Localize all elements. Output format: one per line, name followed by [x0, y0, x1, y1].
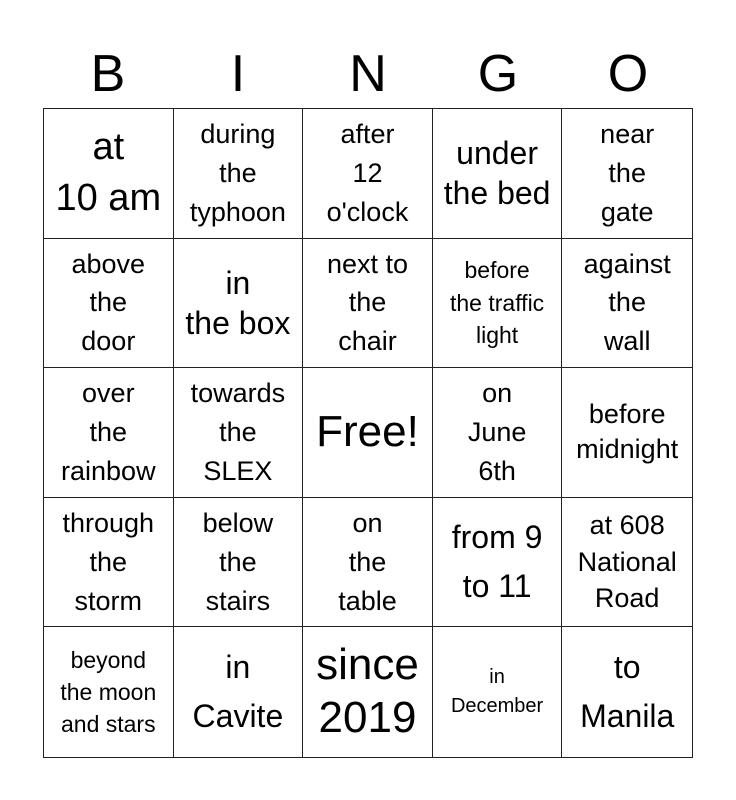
cell-text: on the table [338, 507, 397, 616]
bingo-header [43, 40, 693, 108]
bingo-cell[interactable] [562, 109, 692, 239]
cell-text: next to the chair [326, 248, 409, 357]
bingo-cell[interactable] [174, 368, 304, 498]
cell-text: after 12 o'clock [326, 118, 409, 227]
cell-text: through the storm [62, 507, 155, 616]
bingo-cell[interactable] [303, 627, 433, 757]
cell-text: against the wall [583, 248, 671, 357]
bingo-cell[interactable] [174, 109, 304, 239]
cell-text: towards the SLEX [190, 378, 286, 486]
cell-text: in December [450, 666, 544, 718]
bingo-card-grid [43, 108, 693, 758]
cell-text: near the gate [600, 118, 655, 227]
cell-text: from 9 to 11 [451, 519, 543, 605]
bingo-cell[interactable] [433, 627, 563, 757]
cell-text: below the stairs [202, 507, 274, 616]
bingo-cell[interactable] [44, 109, 174, 239]
bingo-cell[interactable] [44, 239, 174, 369]
cell-text: before the traffic light [450, 256, 545, 349]
cell-text: to Manila [580, 649, 675, 735]
bingo-cell[interactable] [44, 627, 174, 757]
bingo-cell[interactable] [44, 498, 174, 628]
bingo-cell[interactable] [174, 627, 304, 757]
bingo-cell[interactable] [433, 239, 563, 369]
cell-text: in Cavite [192, 649, 284, 735]
header-letter-g: G [477, 45, 519, 103]
header-letter-i: I [230, 45, 246, 103]
bingo-cell[interactable] [303, 498, 433, 628]
bingo-cell[interactable] [562, 627, 692, 757]
bingo-cell[interactable] [433, 498, 563, 628]
cell-text: in the box [185, 264, 291, 341]
bingo-cell[interactable] [562, 239, 692, 369]
bingo-cell[interactable] [174, 498, 304, 628]
bingo-cell[interactable] [44, 368, 174, 498]
bingo-cell[interactable] [174, 239, 304, 369]
cell-text: on June 6th [467, 378, 527, 486]
bingo-cell[interactable] [303, 109, 433, 239]
free-space-text: Free! [316, 407, 419, 457]
header-letter-o: O [607, 45, 649, 103]
cell-text: beyond the moon and stars [60, 646, 157, 738]
bingo-cell[interactable] [303, 239, 433, 369]
bingo-cell[interactable] [562, 498, 692, 628]
bingo-cell-free[interactable] [303, 368, 433, 498]
cell-text: at 608 National Road [577, 510, 677, 614]
cell-text: above the door [71, 248, 146, 357]
cell-text: at 10 am [55, 126, 162, 220]
cell-text: during the typhoon [189, 118, 286, 227]
header-letter-n: N [349, 45, 387, 103]
bingo-cell[interactable] [562, 368, 692, 498]
bingo-cell[interactable] [433, 368, 563, 498]
bingo-cell[interactable] [433, 109, 563, 239]
header-letter-b: B [90, 45, 126, 103]
cell-text: over the rainbow [61, 378, 156, 486]
cell-text: since 2019 [316, 640, 419, 743]
cell-text: before midnight [576, 399, 679, 465]
cell-text: under the bed [443, 135, 551, 212]
